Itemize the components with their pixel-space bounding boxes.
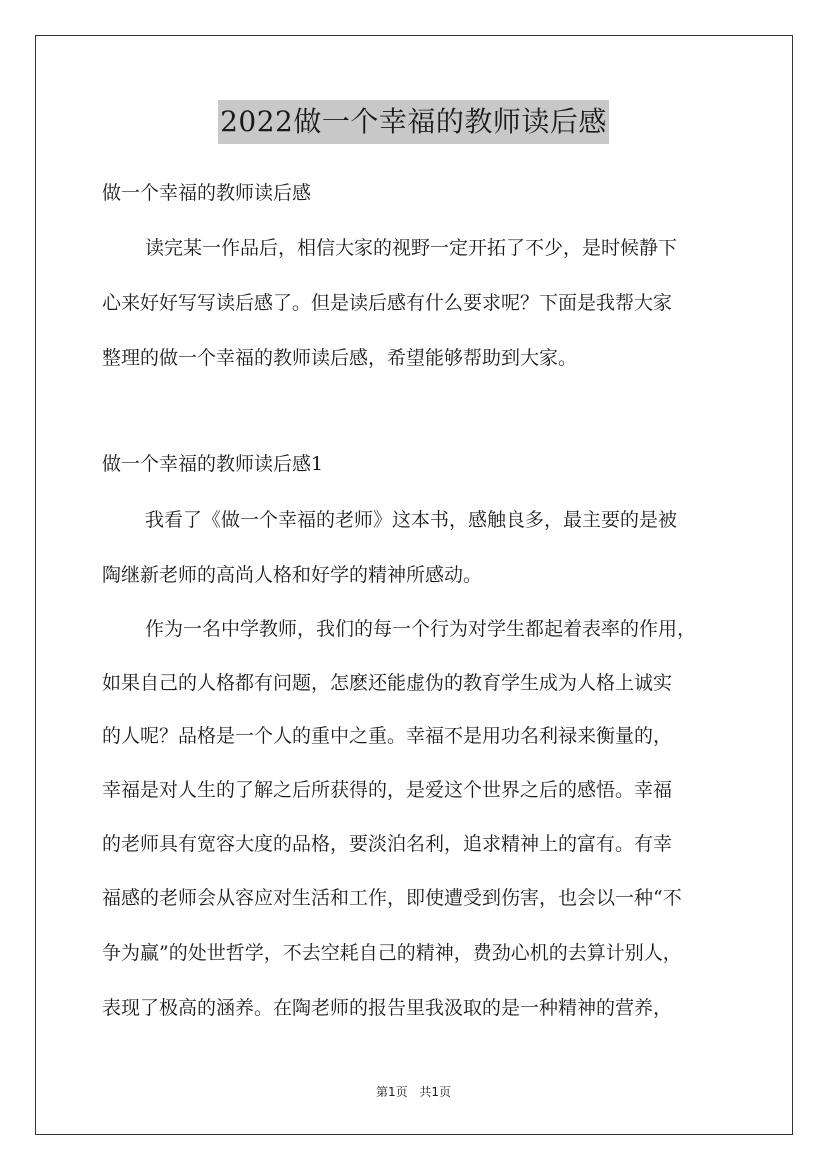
document-title	[0, 100, 827, 144]
paragraph-line: 的人呢？品格是一个人的重中之重。幸福不是用功名利禄来衡量的，	[102, 725, 673, 747]
paragraph-line: 争为赢”的处世哲学，不去空耗自己的精神，费劲心机的去算计别人，	[102, 942, 682, 964]
page-number: 第1页	[375, 1085, 408, 1099]
intro-line: 心来好好写写读后感了。但是读后感有什么要求呢？下面是我帮大家	[102, 292, 673, 314]
paragraph-line: 表现了极高的涵养。在陶老师的报告里我汲取的是一种精神的营养，	[102, 997, 673, 1019]
paragraph-line: 福感的老师会从容应对生活和工作，即使遭受到伤害，也会以一种“不	[102, 887, 682, 909]
intro-line: 整理的做一个幸福的教师读后感，希望能够帮助到大家。	[102, 347, 578, 369]
page-footer	[0, 1083, 827, 1100]
paragraph-line: 我看了《做一个幸福的老师》这本书，感触良多，最主要的是被	[145, 509, 678, 531]
section-heading: 做一个幸福的教师读后感1	[102, 453, 324, 475]
paragraph-line: 幸福是对人生的了解之后所获得的，是爱这个世界之后的感悟。幸福	[102, 779, 673, 801]
paragraph-line: 陶继新老师的高尚人格和好学的精神所感动。	[102, 564, 483, 586]
paragraph-line: 作为一名中学教师，我们的每一个行为对学生都起着表率的作用，	[145, 618, 697, 640]
paragraph-line: 如果自己的人格都有问题，怎麽还能虚伪的教育学生成为人格上诚实	[102, 672, 673, 694]
page-total: 共1页	[419, 1085, 452, 1099]
intro-line: 读完某一作品后，相信大家的视野一定开拓了不少，是时候静下	[145, 237, 678, 259]
intro-heading: 做一个幸福的教师读后感	[102, 182, 312, 204]
document-title-text: 2022做一个幸福的教师读后感	[218, 100, 609, 144]
paragraph-line: 的老师具有宽容大度的品格，要淡泊名利，追求精神上的富有。有幸	[102, 833, 673, 855]
